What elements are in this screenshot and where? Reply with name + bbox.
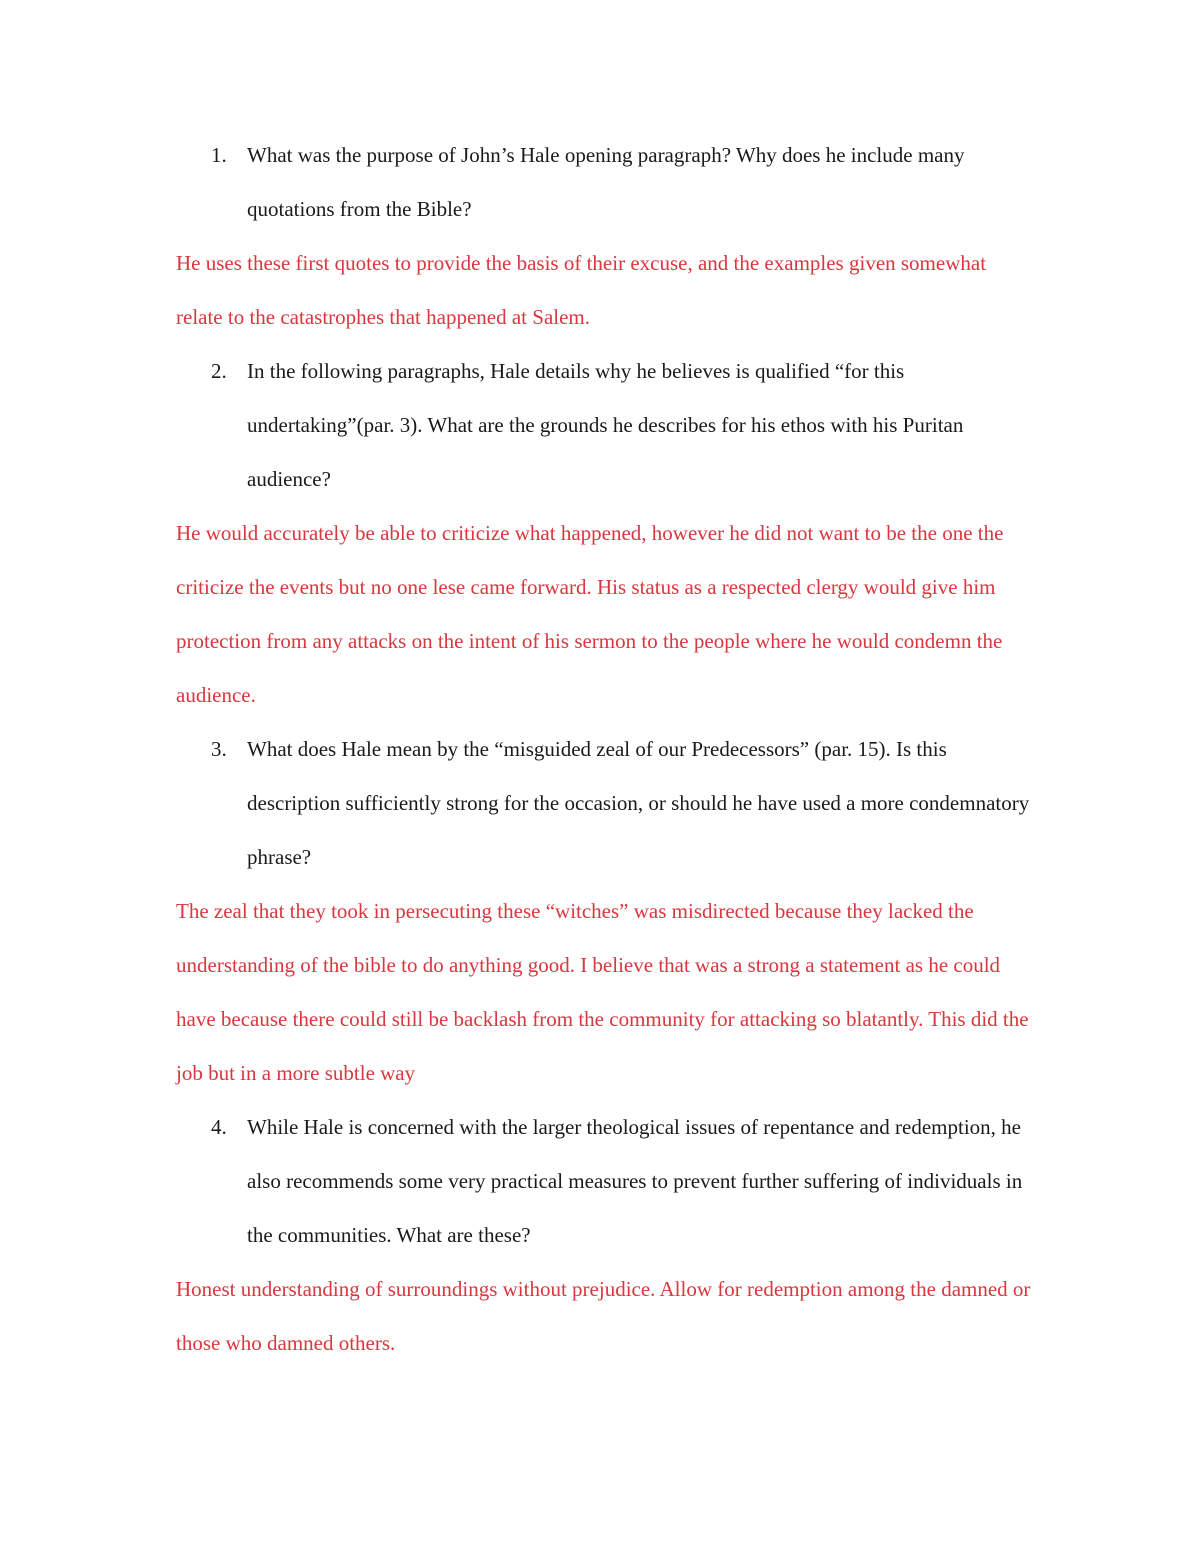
document-body — [176, 128, 1036, 1370]
question-text: What does Hale mean by the “misguided zeal of our Predecessors” (par. 15). Is this description sufficiently strong for the occasion, or should he have used a more condemnatory phrase? — [247, 737, 1030, 869]
question-1 — [176, 128, 1036, 236]
answer-4: Honest understanding of surroundings without prejudice. Allow for redemption among the damned or those who damned others. — [176, 1277, 1031, 1355]
question-2 — [176, 344, 1036, 506]
question-number: 4. — [211, 1115, 227, 1139]
question-number: 1. — [211, 143, 227, 167]
question-4 — [176, 1100, 1036, 1262]
answer-3: The zeal that they took in persecuting these “witches” was misdirected because they lacked the understanding of the bible to do anything good. I believe that was a strong a statement as he could have because there could still be backlash from the community for attacking so blatantly. This did the job but in a more subtle way — [176, 899, 1029, 1085]
answer-2: He would accurately be able to criticize what happened, however he did not want to be the one the criticize the events but no one lese came forward. His status as a respected clergy would give him protection from any attacks on the intent of his sermon to the people where he would condemn the audience. — [176, 521, 1004, 707]
question-3 — [176, 722, 1036, 884]
question-text: In the following paragraphs, Hale details why he believes is qualified “for this undertaking”(par. 3). What are the grounds he describes for his ethos with his Puritan audience? — [247, 359, 964, 491]
question-text: What was the purpose of John’s Hale opening paragraph? Why does he include many quotations from the Bible? — [247, 143, 965, 221]
question-number: 2. — [211, 359, 227, 383]
question-text: While Hale is concerned with the larger theological issues of repentance and redemption, he also recommends some very practical measures to prevent further suffering of individuals in the communities. What are these? — [247, 1115, 1023, 1247]
question-number: 3. — [211, 737, 227, 761]
answer-1: He uses these first quotes to provide the basis of their excuse, and the examples given somewhat relate to the catastrophes that happened at Salem. — [176, 251, 987, 329]
